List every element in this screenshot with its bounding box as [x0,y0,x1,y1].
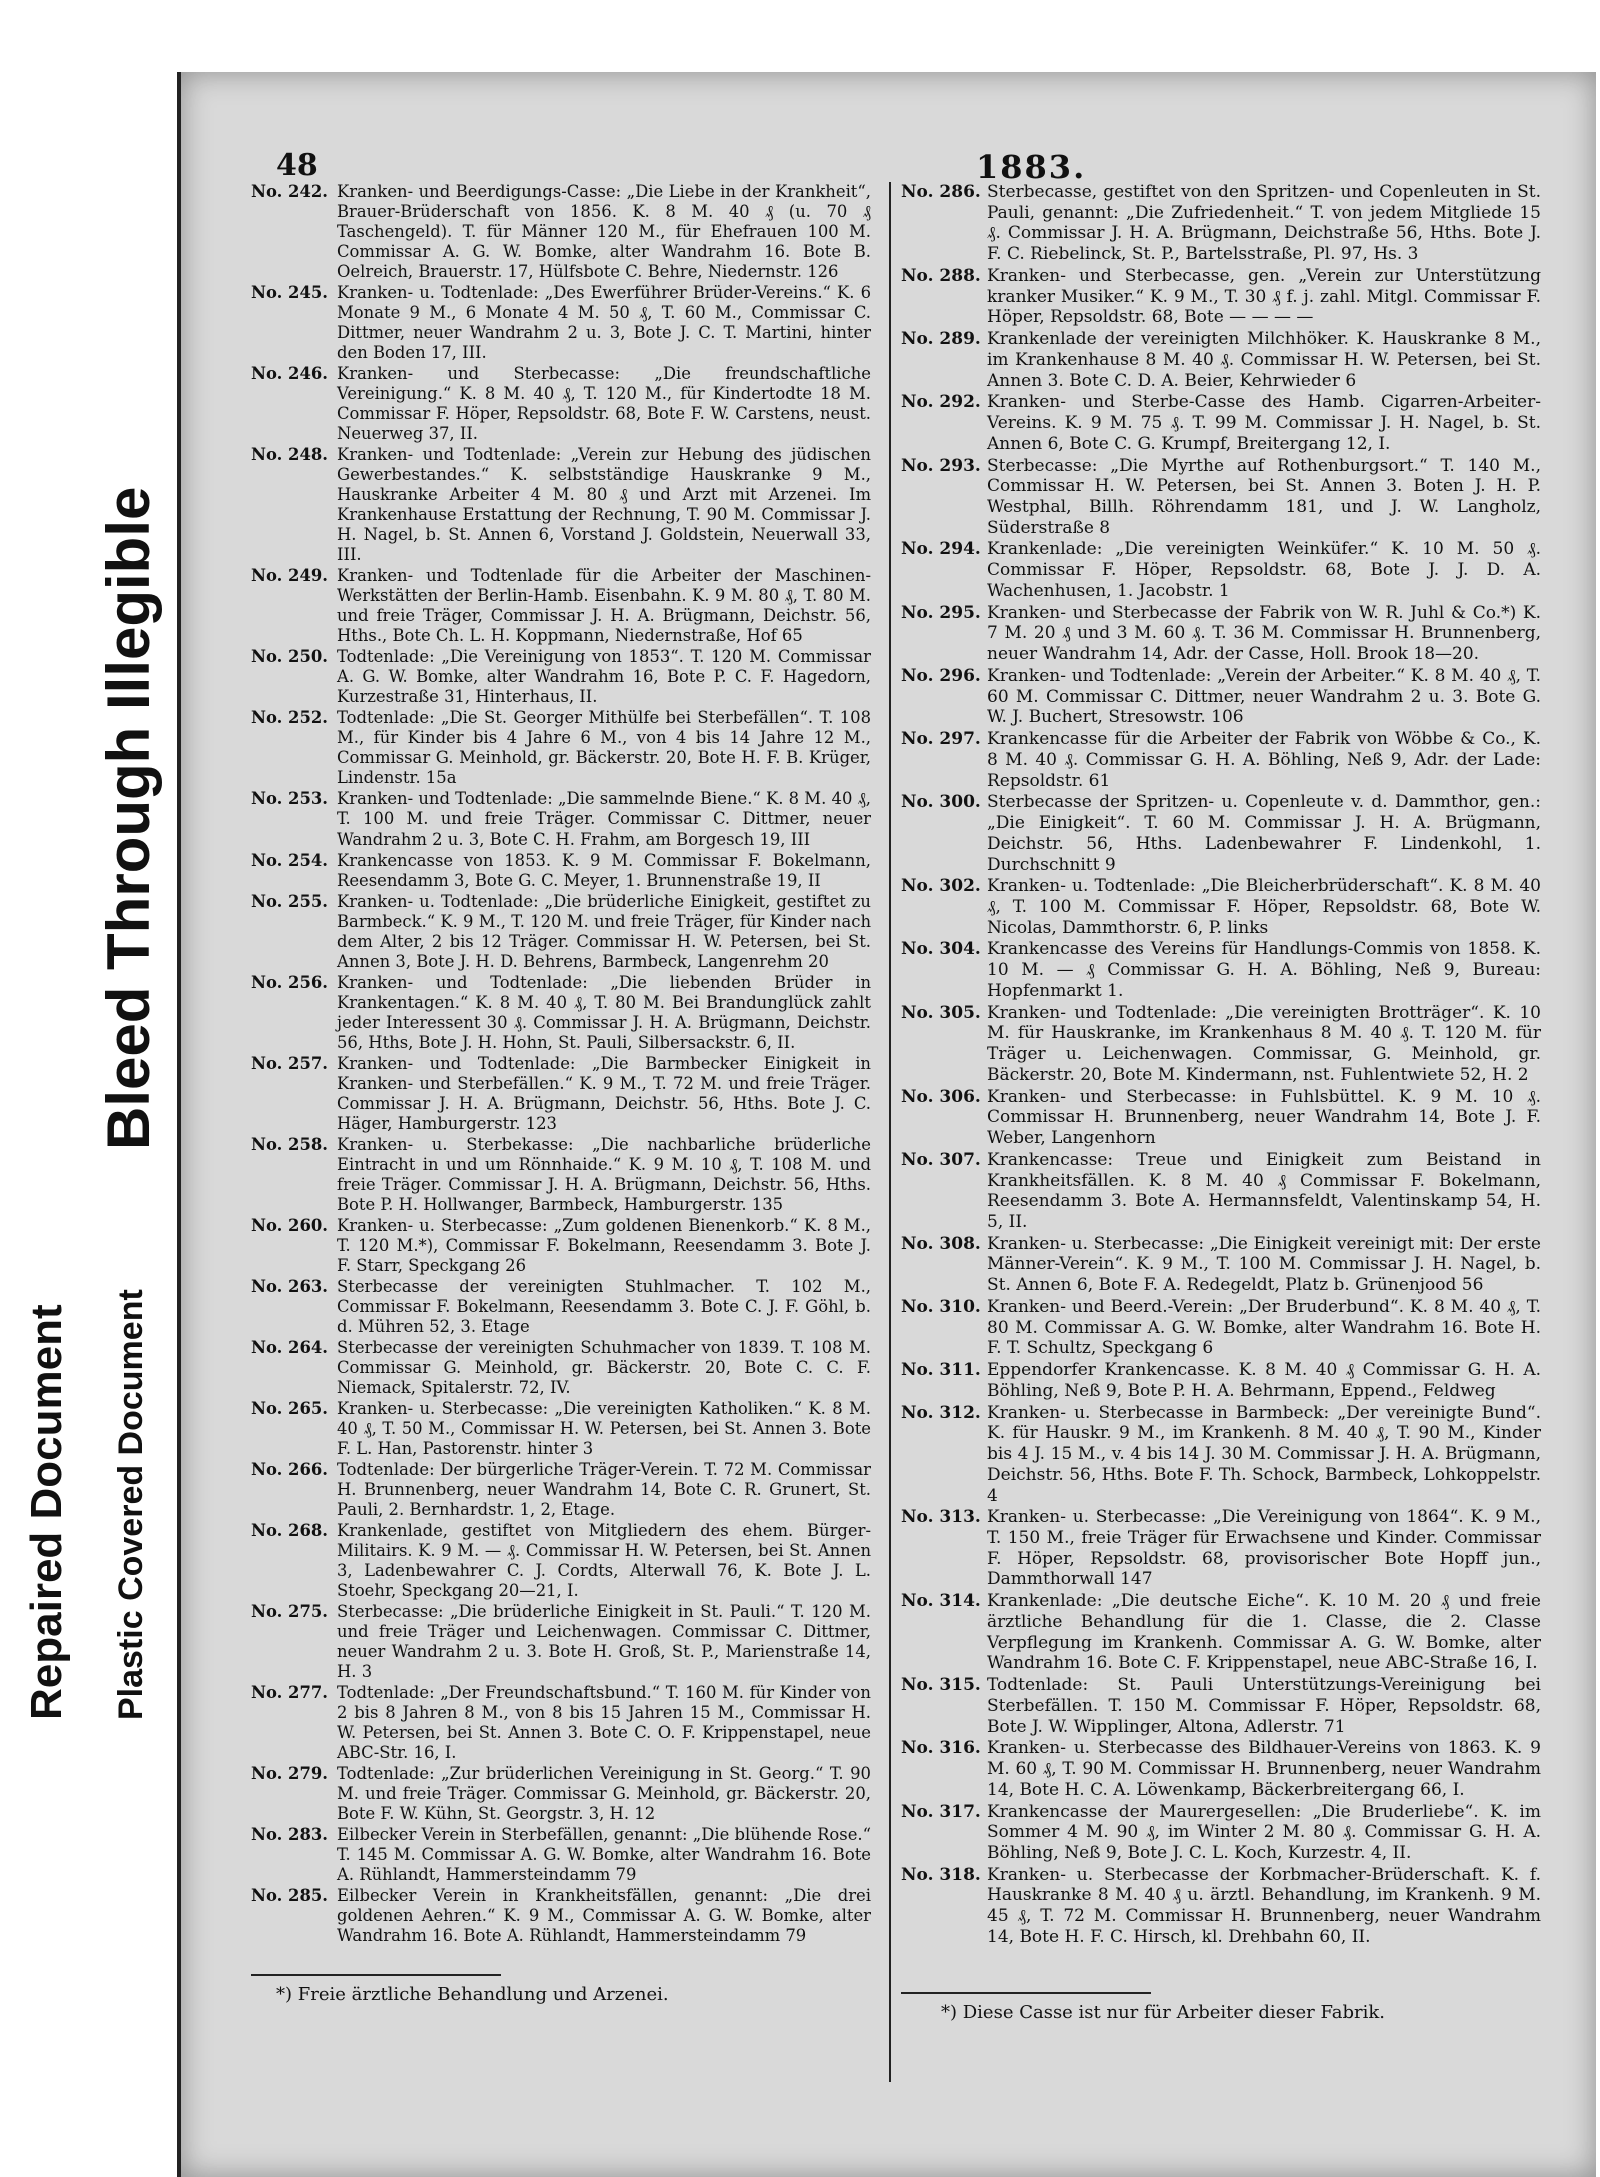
plastic-covered-label: Plastic Covered Document [112,1289,150,1720]
entry-number: No. 310. [901,1296,981,1317]
entry-number: No. 260. [251,1215,328,1235]
entry-text: Kranken- u. Sterbecasse: „Die vereinigten Katholiken.“ K. 8 M. 40 ₰, T. 50 M., Commissar H. W. Petersen, bei St. Annen 3. Bote F. L. Han, Pastorenstr. hinter 3 [337,1398,871,1458]
entry-number: No. 245. [251,283,328,303]
entry-text: Kranken- und Todtenlade: „Verein der Arbeiter.“ K. 8 M. 40 ₰, T. 60 M. Commissar C. Dittmer, neuer Wandrahm 2 u. 3. Bote G. W. J. Buchert, Stresowstr. 106 [987,665,1541,728]
register-entry [251,647,871,707]
register-entry [251,1135,871,1215]
entry-text: Sterbecasse: „Die brüderliche Einigkeit in St. Pauli.“ T. 120 M. und freie Träger und Leichenwagen. Commissar C. Dittmer, neuer Wandrahm 2 u. 3. Bote H. Groß, St. P., Marienstraße 14, H. 3 [337,1602,871,1682]
entry-number: No. 277. [251,1683,328,1703]
entry-text: Kranken- und Sterbecasse, gen. „Verein zur Unterstützung kranker Musiker.“ K. 9 M., T. 30 ₰ f. j. zahl. Mitgl. Commissar F. Höper, Repsoldstr. 68, Bote — — — — [987,265,1541,328]
entry-number: No. 315. [901,1675,981,1696]
entry-text: Kranken- und Todtenlade: „Verein zur Hebung des jüdischen Gewerbestandes.“ K. selbstständige Hauskranke 9 M., Hauskranke Arbeiter 4 M. 80 ₰ und Arzt mit Arzenei. Im Krankenhause Erstattung der Rechnung, T. 90 M. Commissar J. H. Nagel, b. St. Annen 6, Vorstand J. Goldstein, Neuerwall 33, III. [337,445,871,565]
register-entry [901,1865,1541,1948]
entry-text: Sterbecasse, gestiftet von den Spritzen- und Copenleuten in St. Pauli, genannt: „Die Zufriedenheit.“ T. von jedem Mitgliede 15 ₰. Commissar J. H. A. Brügmann, Deichstraße 56, Hths. Bote J. F. C. Riebelinck, St. P., Bartelsstraße, Pl. 97, Hs. 3 [987,182,1541,265]
register-entry [901,1675,1541,1737]
entry-number: No. 256. [251,972,328,992]
entry-number: No. 294. [901,539,981,560]
footnote-rule-right [901,1992,1151,1994]
repaired-document-label: Repaired Document [22,1304,71,1720]
register-entry [901,1403,1541,1507]
entry-number: No. 313. [901,1507,981,1528]
entry-number: No. 242. [251,182,328,201]
register-entry [251,1216,871,1276]
register-entry [251,1460,871,1520]
register-entry [251,1399,871,1459]
register-entry [251,1886,871,1946]
register-entry [251,1825,871,1885]
entry-text: Kranken- u. Sterbecasse des Bildhauer-Vereins von 1863. K. 9 M. 60 ₰, T. 90 M. Commissar H. Brunnenberg, neuer Wandrahm 14, Bote H. C. A. Löwenkamp, Bäckerbreitergang 66, I. [987,1738,1541,1800]
register-entry [251,892,871,972]
entry-text: Krankencasse für die Arbeiter der Fabrik von Wöbbe & Co., K. 8 M. 40 ₰. Commissar G. H. A. Böhling, Neß 9, Adr. der Lade: Repsoldstr. 61 [987,729,1541,791]
entry-text: Kranken- u. Sterbecasse: „Die Einigkeit vereinigt mit: Der erste Männer-Verein“. K. 9 M., T. 100 M. Commissar J. H. Nagel, b. St. Annen 6, Bote F. A. Redegeldt, Platz b. Grünenjood 56 [987,1233,1541,1296]
column-divider [889,182,891,2082]
register-entry [251,1054,871,1134]
entry-text: Kranken- und Beerdigungs-Casse: „Die Liebe in der Krankheit“, Brauer-Brüderschaft von 1856. K. 8 M. 40 ₰ (u. 70 ₰ Taschengeld). T. für Männer 120 M., für Ehefrauen 100 M. Commissar A. G. W. Bomke, alter Wandrahm 16. Bote B. Oelreich, Brauerstr. 17, Hülfsbote C. Behre, Niedernstr. 126 [337,182,871,282]
entry-number: No. 300. [901,792,981,813]
entry-number: No. 308. [901,1233,981,1254]
register-entry [901,876,1541,938]
register-entry [901,792,1541,875]
register-entry [901,539,1541,601]
entry-number: No. 275. [251,1602,328,1622]
entry-number: No. 265. [251,1398,328,1418]
entry-text: Krankenlade der vereinigten Milchhöker. K. Hauskranke 8 M., im Krankenhause 8 M. 40 ₰. Commissar H. W. Petersen, bei St. Annen 3. Bote C. D. A. Beier, Kehrwieder 6 [987,329,1541,391]
entry-number: No. 255. [251,891,328,911]
entry-number: No. 302. [901,876,981,897]
page-number: 48 [276,148,318,183]
entry-number: No. 246. [251,364,328,384]
entry-text: Kranken- u. Sterbekasse: „Die nachbarliche brüderliche Eintracht in und um Rönnhaide.“ K. 9 M. 10 ₰, T. 108 M. und freie Träger. Commissar J. H. A. Brügmann, Deichstr. 56, Hths. Bote P. H. Hollwanger, Barmbeck, Hamburgerstr. 135 [337,1134,871,1214]
register-entry [251,1338,871,1398]
entry-text: Kranken- und Todtenlade: „Die sammelnde Biene.“ K. 8 M. 40 ₰, T. 100 M. und freie Träger. Commissar C. Dittmer, neuer Wandrahm 2 u. 3, Bote C. H. Frahm, am Borgesch 19, III [337,789,871,849]
entry-text: Kranken- und Todtenlade: „Die liebenden Brüder in Krankentagen.“ K. 8 M. 40 ₰, T. 80 M. Bei Brandunglück zahlt jeder Interessent 30 ₰. Commissar J. H. A. Brügmann, Deichstr. 56, Hths, Bote J. H. Hohn, St. Pauli, Silbersackstr. 6, II. [337,972,871,1052]
bleed-through-label: Bleed Through Illegible [95,486,162,1150]
entry-text: Kranken- u. Todtenlade: „Die Bleicherbrüderschaft“. K. 8 M. 40 ₰, T. 100 M. Commissar F. Höper, Repsoldstr. 68, Bote W. Nicolas, Dammthorstr. 6, P. links [987,876,1541,938]
register-entry [251,1277,871,1337]
entry-number: No. 317. [901,1801,981,1822]
register-entry [901,1802,1541,1864]
entry-text: Krankencasse von 1853. K. 9 M. Commissar F. Bokelmann, Reesendamm 3, Bote G. C. Meyer, 1. Brunnenstraße 19, II [337,850,871,890]
register-entry [901,1150,1541,1233]
entry-text: Kranken- und Sterbecasse der Fabrik von W. R. Juhl & Co.*) K. 7 M. 20 ₰ und 3 M. 60 ₰. T. 36 M. Commissar H. Brunnenberg, neuer Wandrahm 14, Adr. der Casse, Holl. Brook 18—20. [987,602,1541,665]
entry-text: Kranken- und Sterbe-Casse des Hamb. Cigarren-Arbeiter-Vereins. K. 9 M. 75 ₰. T. 99 M. Commissar J. H. Nagel, b. St. Annen 6, Bote C. G. Krumpf, Breitergang 12, I. [987,392,1541,454]
entry-number: No. 304. [901,939,981,960]
register-entry [251,445,871,565]
register-entry [901,266,1541,328]
entry-number: No. 258. [251,1134,328,1154]
entry-number: No. 257. [251,1053,328,1073]
register-entry [251,1764,871,1824]
entry-text: Sterbecasse der Spritzen- u. Copenleute v. d. Dammthor, gen.: „Die Einigkeit“. T. 60 M. Commissar J. H. A. Brügmann, Deichstr. 56, Hths. Ladenbewahrer F. Lindenkohl, 1. Durchschnitt 9 [987,792,1541,875]
entry-text: Kranken- und Todtenlade für die Arbeiter der Maschinen-Werkstätten der Berlin-Hamb. Eisenbahn. K. 9 M. 80 ₰, T. 80 M. und freie Träger, Commissar J. H. A. Brügmann, Deichstr. 56, Hths., Bote Ch. L. H. Koppmann, Niedernstraße, Hof 65 [337,566,871,646]
footnote-left: *) Freie ärztliche Behandlung und Arzenei. [276,1984,669,2005]
register-entry [901,329,1541,391]
register-entry [901,729,1541,791]
register-entry [251,182,871,282]
entry-text: Todtenlade: „Die Vereinigung von 1853“. T. 120 M. Commissar A. G. W. Bomke, alter Wandrahm 16, Bote P. C. F. Hagedorn, Kurzestraße 31, Hinterhaus, II. [337,647,871,707]
entry-number: No. 283. [251,1825,328,1845]
entry-number: No. 306. [901,1086,981,1107]
entry-text: Krankencasse des Vereins für Handlungs-Commis von 1858. K. 10 M. — ₰ Commissar G. H. A. Böhling, Neß 9, Bureau: Hopfenmarkt 1. [987,939,1541,1001]
register-entry [901,603,1541,665]
page-year: 1883. [976,148,1087,186]
entry-text: Kranken- u. Sterbecasse: „Zum goldenen Bienenkorb.“ K. 8 M., T. 120 M.*), Commissar F. Bokelmann, Reesendamm 3. Bote J. F. Starr, Speckgang 26 [337,1215,871,1275]
entry-number: No. 266. [251,1459,328,1479]
entry-text: Todtenlade: „Die St. Georger Mithülfe bei Sterbefällen“. T. 108 M., für Kinder bis 4 Jahre 6 M., von 4 bis 14 Jahre 12 M., Commissar G. Meinhold, gr. Bäckerstr. 20, Bote H. F. B. Krüger, Lindenstr. 15a [337,708,871,788]
entry-number: No. 263. [251,1276,328,1296]
register-entry [901,392,1541,454]
entry-number: No. 293. [901,455,981,476]
register-entry [901,456,1541,539]
register-entry [251,283,871,363]
entry-number: No. 297. [901,729,981,750]
footnote-rule-left [251,1974,501,1976]
entry-number: No. 254. [251,850,328,870]
register-entry [901,1003,1541,1086]
entry-text: Kranken- u. Sterbecasse in Barmbeck: „Der vereinigte Bund“. K. für Hauskr. 9 M., im Krankenh. 8 M. 40 ₰, T. 90 M., Kinder bis 4 J. 15 M., v. 4 bis 14 J. 30 M. Commissar J. H. A. Brügmann, Deichstr. 56, Hths. Bote F. Th. Schock, Barmbeck, Lohkoppelstr. 4 [987,1402,1541,1506]
entry-text: Kranken- und Beerd.-Verein: „Der Bruderbund“. K. 8 M. 40 ₰, T. 80 M. Commissar A. G. W. Bomke, alter Wandrahm 16. Bote H. F. T. Schultz, Speckgang 6 [987,1296,1541,1359]
entry-number: No. 314. [901,1591,981,1612]
register-entry [901,1234,1541,1296]
register-entry [251,364,871,444]
entry-number: No. 268. [251,1521,328,1541]
register-entry [251,851,871,891]
register-entry [901,1738,1541,1800]
entry-number: No. 295. [901,602,981,623]
entry-text: Krankencasse: Treue und Einigkeit zum Beistand in Krankheitsfällen. K. 8 M. 40 ₰ Commissar F. Bokelmann, Reesendamm 3. Bote A. Hermannsfeldt, Valentinskamp 54, H. 5, II. [987,1149,1541,1232]
entry-text: Kranken- und Sterbecasse: „Die freundschaftliche Vereinigung.“ K. 8 M. 40 ₰, T. 120 M., für Kindertodte 18 M. Commissar F. Höper, Repsoldstr. 68, Bote F. W. Carstens, neust. Neuerweg 37, II. [337,364,871,444]
entry-number: No. 279. [251,1764,328,1784]
entry-number: No. 312. [901,1402,981,1423]
register-entry [901,939,1541,1001]
entry-text: Sterbecasse: „Die Myrthe auf Rothenburgsort.“ T. 140 M., Commissar H. W. Petersen, bei St. Annen 3. Boten J. H. P. Westphal, Billh. Röhrendamm 181, und J. W. Langholz, Süderstraße 8 [987,455,1541,538]
register-entry [901,1507,1541,1590]
entry-number: No. 248. [251,445,328,465]
entry-number: No. 305. [901,1002,981,1023]
entry-number: No. 250. [251,647,328,667]
register-entry [901,1087,1541,1149]
entry-text: Eppendorfer Krankencasse. K. 8 M. 40 ₰ Commissar G. H. A. Böhling, Neß 9, Bote P. H. A. Behrmann, Eppend., Feldweg [987,1360,1541,1401]
register-entry [901,1360,1541,1401]
entry-text: Krankencasse der Maurergesellen: „Die Bruderliebe“. K. im Sommer 4 M. 90 ₰, im Winter 2 M. 80 ₰. Commissar G. H. A. Böhling, Neß 9, Bote J. C. L. Koch, Kurzestr. 4, II. [987,1801,1541,1864]
entry-number: No. 292. [901,392,981,413]
entry-text: Sterbecasse der vereinigten Stuhlmacher. T. 102 M., Commissar F. Bokelmann, Reesendamm 3. Bote C. J. F. Göhl, b. d. Mühren 52, 3. Etage [337,1276,871,1336]
entry-text: Kranken- und Todtenlade: „Die Barmbecker Einigkeit in Kranken- und Sterbefällen.“ K. 9 M., T. 72 M. und freie Träger. Commissar J. H. A. Brügmann, Deichstr. 56, Hths. Bote J. C. Häger, Hamburgerstr. 123 [337,1053,871,1133]
entry-text: Kranken- u. Sterbecasse: „Die Vereinigung von 1864“. K. 9 M., T. 150 M., freie Träger für Erwachsene und Kinder. Commissar F. Höper, Repsoldstr. 68, provisorischer Bote Hopff jun., Dammthorwall 147 [987,1507,1541,1590]
entry-number: No. 264. [251,1337,328,1357]
register-entry [251,1602,871,1682]
entry-number: No. 252. [251,708,328,728]
entry-number: No. 249. [251,566,328,586]
entry-number: No. 286. [901,182,981,202]
entry-text: Kranken- u. Todtenlade: „Des Ewerführer Brüder-Vereins.“ K. 6 Monate 9 M., 6 Monate 4 M. 50 ₰, T. 60 M., Commissar C. Dittmer, neuer Wandrahm 2 u. 3, Bote J. C. T. Martini, hinter den Boden 17, III. [337,283,871,363]
entry-text: Krankenlade, gestiftet von Mitgliedern des ehem. Bürger-Militairs. K. 9 M. — ₰. Commissar H. W. Petersen, bei St. Annen 3, Ladenbewahrer C. J. Cordts, Alterwall 76, K. Bote J. L. Stoehr, Speckgang 20—21, I. [337,1521,871,1601]
entry-number: No. 316. [901,1738,981,1759]
entry-text: Kranken- u. Sterbecasse der Korbmacher-Brüderschaft. K. f. Hauskranke 8 M. 40 ₰ u. ärztl. Behandlung, im Krankenh. 9 M. 45 ₰, T. 72 M. Commissar H. Brunnenberg, neuer Wandrahm 14, Bote H. F. C. Hirsch, kl. Drehbahn 60, II. [987,1864,1541,1947]
register-entry [251,1683,871,1763]
entry-number: No. 289. [901,329,981,350]
entry-number: No. 285. [251,1886,328,1906]
register-entry [251,566,871,646]
right-column [901,182,1541,1949]
entry-number: No. 318. [901,1864,981,1885]
footnote-right: *) Diese Casse ist nur für Arbeiter dieser Fabrik. [941,2002,1385,2023]
entry-text: Krankenlade: „Die deutsche Eiche“. K. 10 M. 20 ₰ und freie ärztliche Behandlung für die 1. Classe, die 2. Classe Verpflegung im Krankenh. Commissar A. G. W. Bomke, alter Wandrahm 16. Bote C. F. Krippenstapel, neue ABC-Straße 16, I. [987,1591,1541,1674]
entry-number: No. 288. [901,265,981,286]
register-entry [901,1297,1541,1359]
register-entry [251,973,871,1053]
entry-text: Todtenlade: Der bürgerliche Träger-Verein. T. 72 M. Commissar H. Brunnenberg, neuer Wandrahm 14, Bote C. R. Grunert, St. Pauli, 2. Bernhardstr. 1, 2, Etage. [337,1459,871,1520]
entry-number: No. 311. [901,1360,981,1381]
entry-text: Kranken- und Sterbecasse: in Fuhlsbüttel. K. 9 M. 10 ₰. Commissar H. Brunnenberg, neuer Wandrahm 14, Bote J. F. Weber, Langenhorn [987,1086,1541,1149]
top-margin [150,0,1600,70]
entry-number: No. 307. [901,1149,981,1170]
register-entry [901,1591,1541,1674]
register-entry [251,1521,871,1601]
entry-number: No. 296. [901,665,981,686]
entry-text: Todtenlade: St. Pauli Unterstützungs-Vereinigung bei Sterbefällen. T. 150 M. Commissar F. Höper, Repsoldstr. 68, Bote J. W. Wipplinger, Altona, Adlerstr. 71 [987,1675,1541,1737]
document-page [177,72,1596,2177]
register-entry [251,708,871,788]
entry-text: Eilbecker Verein in Krankheitsfällen, genannt: „Die drei goldenen Aehren.“ K. 9 M., Commissar A. G. W. Bomke, alter Wandrahm 16. Bote A. Rühlandt, Hammersteindamm 79 [337,1886,871,1946]
entry-text: Eilbecker Verein in Sterbefällen, genannt: „Die blühende Rose.“ T. 145 M. Commissar A. G. W. Bomke, alter Wandrahm 16. Bote A. Rühlandt, Hammersteindamm 79 [337,1825,871,1885]
left-column [251,182,871,1947]
entry-number: No. 253. [251,789,328,809]
entry-text: Kranken- und Todtenlade: „Die vereinigten Brotträger“. K. 10 M. für Hauskranke, im Krankenhaus 8 M. 40 ₰. T. 120 M. für Träger u. Leichenwagen. Commissar, G. Meinhold, gr. Bäckerstr. 20, Bote M. Kindermann, nst. Fuhlentwiete 52, H. 2 [987,1002,1541,1085]
entry-text: Kranken- u. Todtenlade: „Die brüderliche Einigkeit, gestiftet zu Barmbeck.“ K. 9 M., T. 120 M. und freie Träger, für Kinder nach dem Alter, 2 bis 12 Träger. Commissar H. W. Petersen, bei St. Annen 3, Bote J. H. D. Behrens, Barmbeck, Langenrehm 20 [337,891,871,971]
register-entry [901,666,1541,728]
entry-text: Todtenlade: „Zur brüderlichen Vereinigung in St. Georg.“ T. 90 M. und freie Träger. Commissar G. Meinhold, gr. Bäckerstr. 20, Bote F. W. Kühn, St. Georgstr. 3, H. 12 [337,1764,871,1824]
entry-text: Todtenlade: „Der Freundschaftsbund.“ T. 160 M. für Kinder von 2 bis 8 Jahren 8 M., von 8 bis 15 Jahren 15 M., Commissar H. W. Petersen, bei St. Annen 3. Bote C. O. F. Krippenstapel, neue ABC-Str. 16, I. [337,1683,871,1763]
entry-text: Sterbecasse der vereinigten Schuhmacher von 1839. T. 108 M. Commissar G. Meinhold, gr. Bäckerstr. 20, Bote C. C. F. Niemack, Spitalerstr. 72, IV. [337,1337,871,1397]
register-entry [901,182,1541,265]
register-entry [251,789,871,849]
entry-text: Krankenlade: „Die vereinigten Weinküfer.“ K. 10 M. 50 ₰. Commissar F. Höper, Repsoldstr. 68, Bote J. J. D. A. Wachenhusen, 1. Jacobstr. 1 [987,539,1541,601]
